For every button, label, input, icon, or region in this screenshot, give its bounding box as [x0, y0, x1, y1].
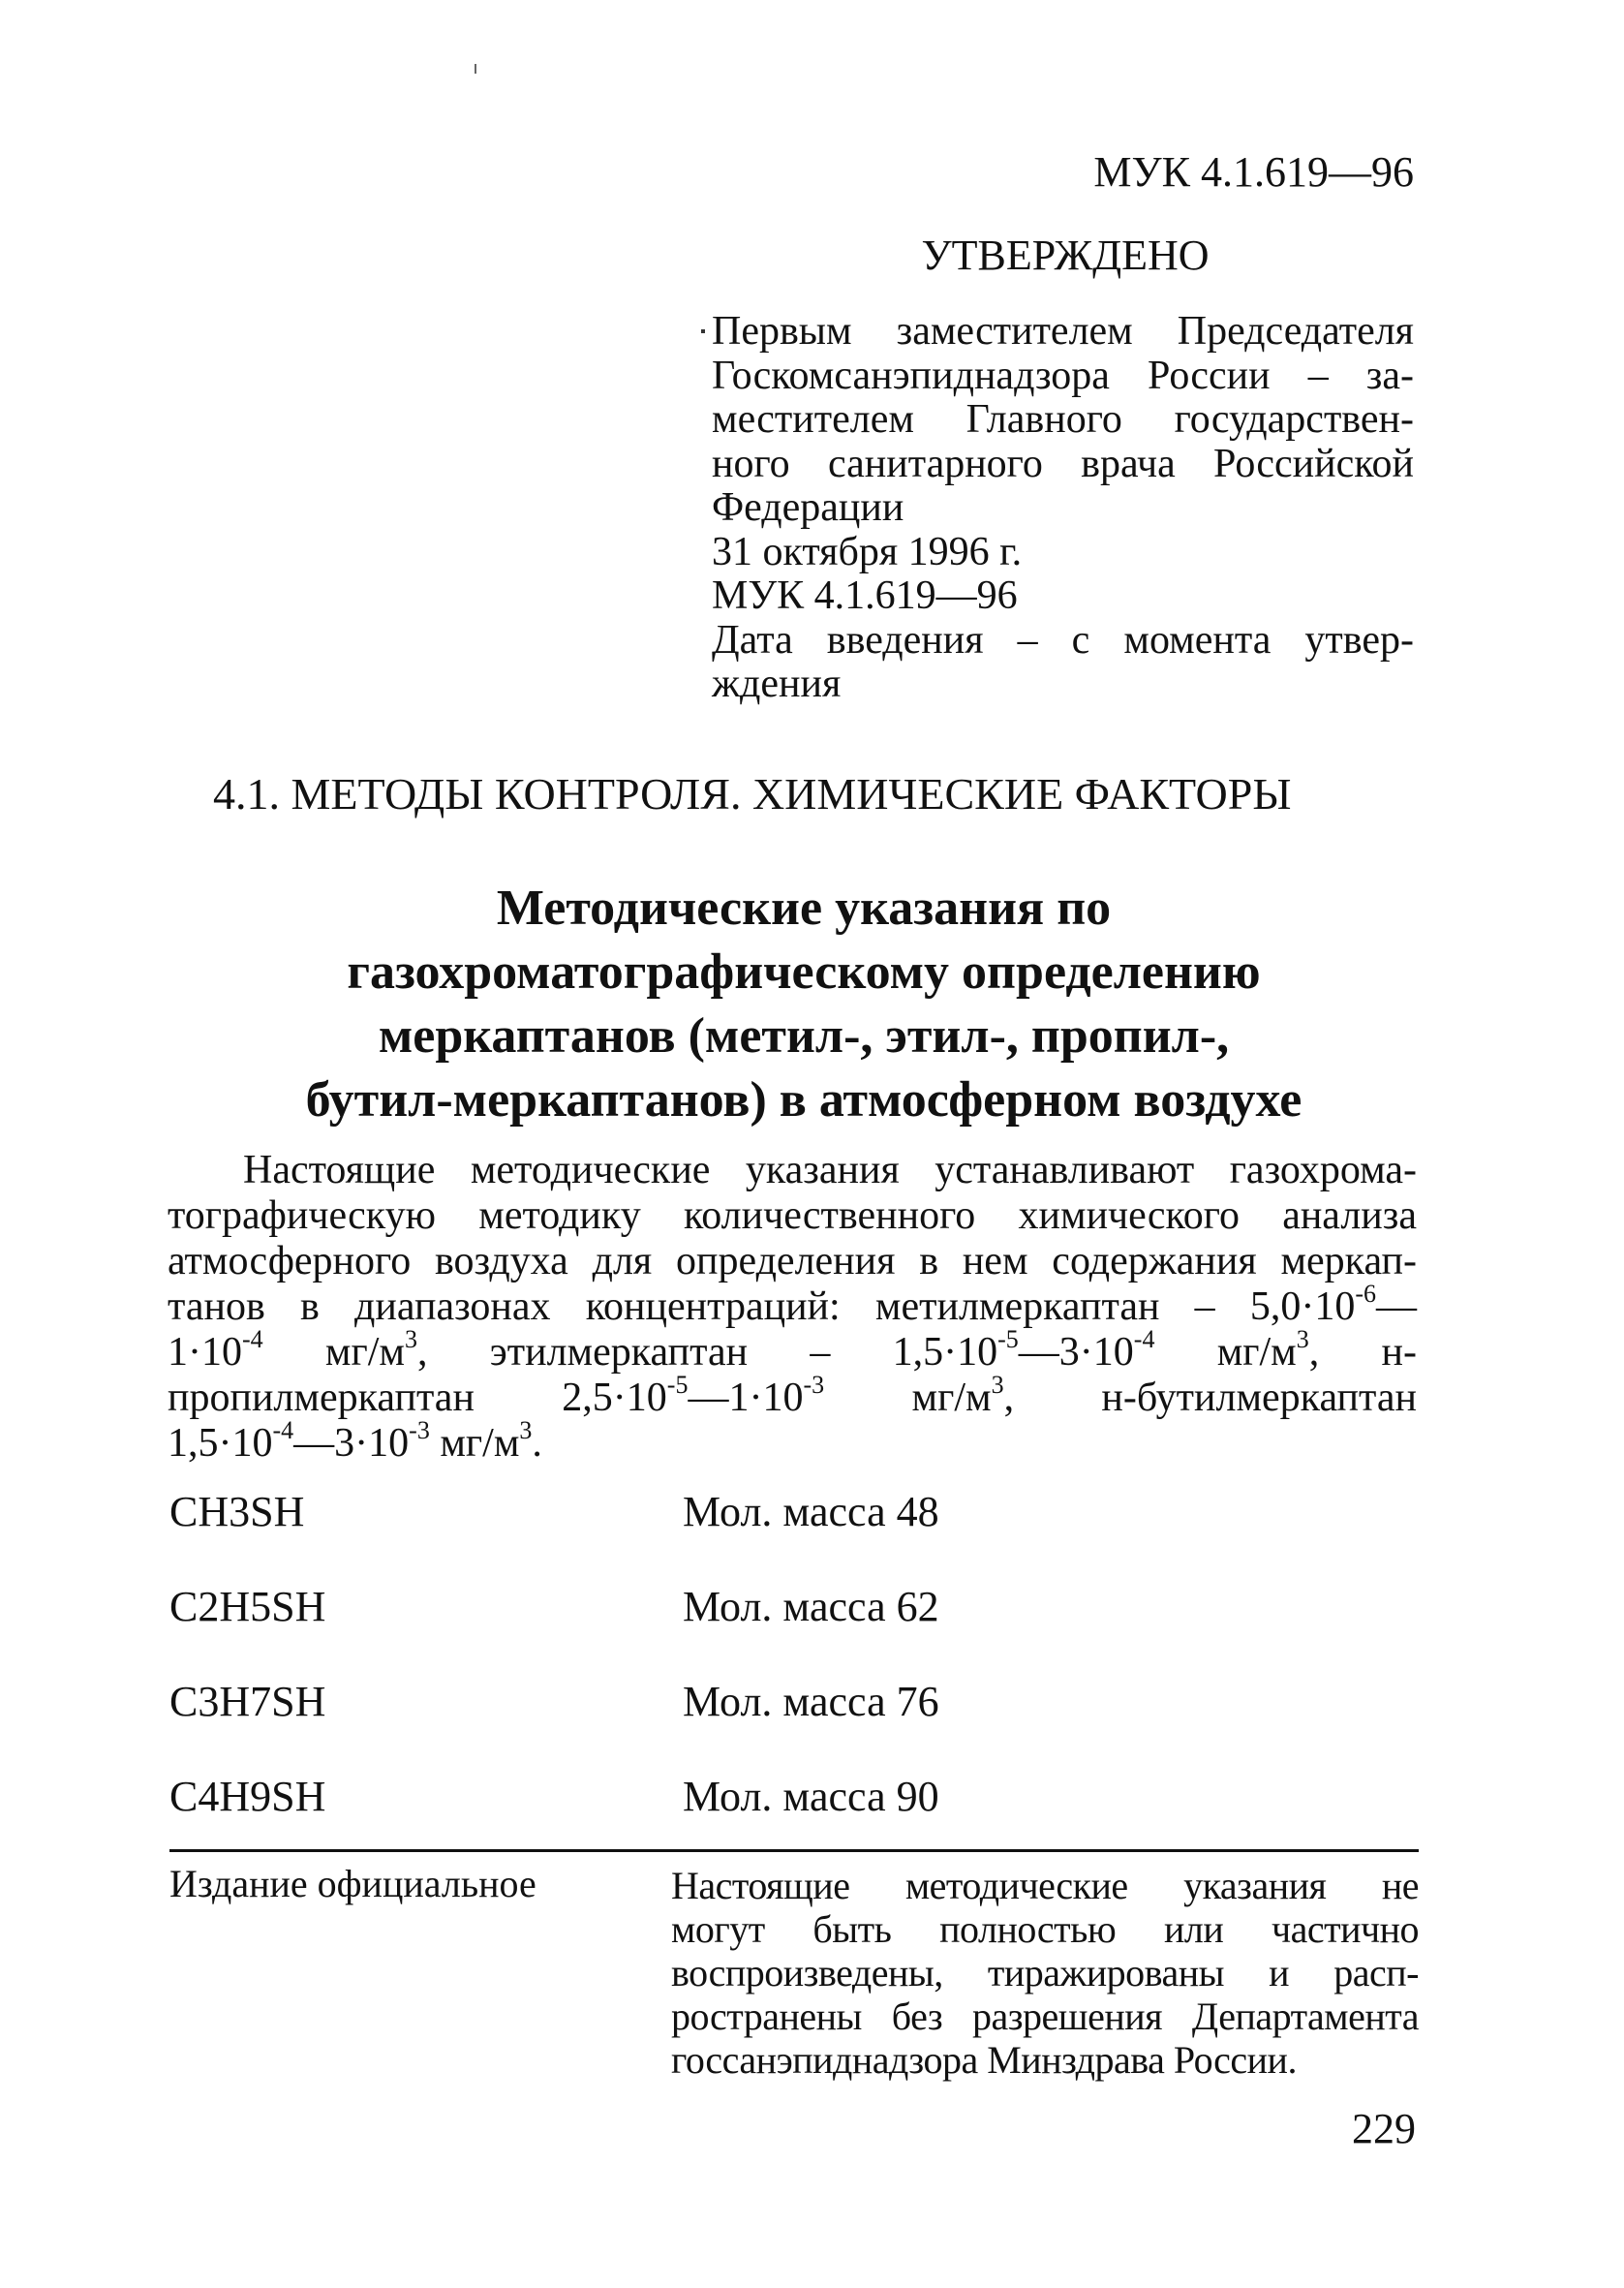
intro-text: мг/м — [1154, 1330, 1297, 1375]
molar-mass: Мол. масса 90 — [683, 1773, 939, 1820]
intro-line: тографическую методику количественного химического анализа — [168, 1193, 1417, 1238]
page-number: 229 — [1352, 2105, 1416, 2152]
intro-text: —3·10 — [1018, 1330, 1134, 1375]
copyright-line: могут быть полностью или частично — [671, 1907, 1419, 1951]
intro-line — [168, 1325, 1417, 1376]
exponent: -4 — [242, 1325, 263, 1353]
approval-heading: УТВЕРЖДЕНО — [921, 232, 1210, 279]
intro-paragraph — [168, 1148, 1417, 1467]
exponent: -6 — [1355, 1280, 1376, 1308]
intro-text: —3·10 — [293, 1421, 410, 1466]
document-title — [155, 877, 1453, 1132]
intro-text: мг/м — [429, 1421, 520, 1466]
exponent: -4 — [272, 1416, 294, 1444]
title-line: меркаптанов (метил-, этил-, пропил-, — [378, 1008, 1230, 1064]
compound-row — [169, 1677, 1419, 1772]
intro-text: 1,5·10 — [168, 1421, 273, 1466]
exponent: -5 — [997, 1325, 1019, 1353]
intro-text: , этилмеркаптан – 1,5·10 — [416, 1330, 998, 1375]
approval-line: ного санитарного врача Российской — [712, 441, 1414, 486]
copyright-line: Настоящие методические указания не — [671, 1864, 1419, 1907]
section-title: 4.1. МЕТОДЫ КОНТРОЛЯ. ХИМИЧЕСКИЕ ФАКТОРЫ — [213, 769, 1292, 819]
compound-formula: C4H9SH — [169, 1773, 326, 1820]
intro-text: пропилмеркаптан 2,5·10 — [168, 1376, 667, 1420]
intro-line — [168, 1280, 1417, 1330]
intro-text: 1·10 — [168, 1330, 242, 1375]
compound-formula: C2H5SH — [169, 1583, 326, 1630]
exponent: -4 — [1133, 1325, 1155, 1353]
edition-label: Издание официальное — [169, 1862, 536, 1905]
compound-formula: C3H7SH — [169, 1678, 326, 1725]
intro-text: , н-бутилмеркаптан — [1003, 1376, 1417, 1420]
compound-row — [169, 1772, 1419, 1867]
approval-line: Дата введения – с момента утвер- — [712, 617, 1414, 663]
approval-line: Федерации — [712, 485, 904, 530]
scan-speck — [475, 64, 476, 74]
approval-line: местителем Главного государствен- — [712, 397, 1414, 442]
approval-line: Госкомсанэпиднадзора России – за- — [712, 353, 1414, 398]
approval-date: 31 октября 1996 г. — [712, 529, 1023, 574]
approval-line: Первым заместителем Председателя — [712, 309, 1414, 354]
intro-text: танов в диапазонах концентраций: метилмеркаптан – 5,0·10 — [168, 1284, 1356, 1329]
exponent: 3 — [519, 1416, 533, 1444]
copyright-notice — [671, 1864, 1419, 2082]
compound-row — [169, 1582, 1419, 1677]
approval-line: ждения — [712, 662, 842, 706]
footer-divider — [169, 1849, 1419, 1852]
copyright-line: воспроизведены, тиражированы и расп- — [671, 1951, 1419, 1994]
exponent: 3 — [1296, 1325, 1309, 1353]
intro-line: Настоящие методические указания устанавливают газохрома- — [243, 1148, 1417, 1192]
exponent: -3 — [409, 1416, 430, 1444]
exponent: -3 — [803, 1371, 825, 1399]
compound-list — [169, 1487, 1419, 1867]
compound-formula: CH3SH — [169, 1488, 305, 1535]
title-line: бутил-меркаптанов) в атмосферном воздухе — [305, 1072, 1302, 1128]
intro-line: атмосферного воздуха для определения в нем содержания меркап- — [168, 1239, 1417, 1283]
molar-mass: Мол. масса 48 — [683, 1488, 939, 1535]
approval-block — [712, 310, 1414, 707]
compound-row — [169, 1487, 1419, 1582]
intro-text: — — [1376, 1284, 1417, 1329]
intro-text: , н- — [1308, 1330, 1417, 1375]
intro-text: . — [532, 1421, 542, 1466]
molar-mass: Мол. масса 76 — [683, 1678, 939, 1725]
exponent: 3 — [991, 1371, 1004, 1399]
exponent: -5 — [666, 1371, 689, 1399]
intro-text: —1·10 — [688, 1376, 804, 1420]
title-line: Методические указания по — [496, 881, 1112, 936]
approval-code: МУК 4.1.619—96 — [712, 573, 1018, 618]
title-line: газохроматографическому определению — [347, 944, 1261, 1000]
document-code: МУК 4.1.619—96 — [1093, 148, 1414, 196]
intro-line — [168, 1371, 1417, 1421]
molar-mass: Мол. масса 62 — [683, 1583, 939, 1630]
intro-line — [168, 1416, 1417, 1467]
copyright-line: госсанэпиднадзора Минздрава России. — [671, 2038, 1297, 2082]
copyright-line: ространены без разрешения Департамента — [671, 1994, 1419, 2038]
intro-text: мг/м — [262, 1330, 405, 1375]
exponent: 3 — [404, 1325, 417, 1353]
intro-text: мг/м — [824, 1376, 992, 1420]
scan-dot — [701, 329, 705, 333]
